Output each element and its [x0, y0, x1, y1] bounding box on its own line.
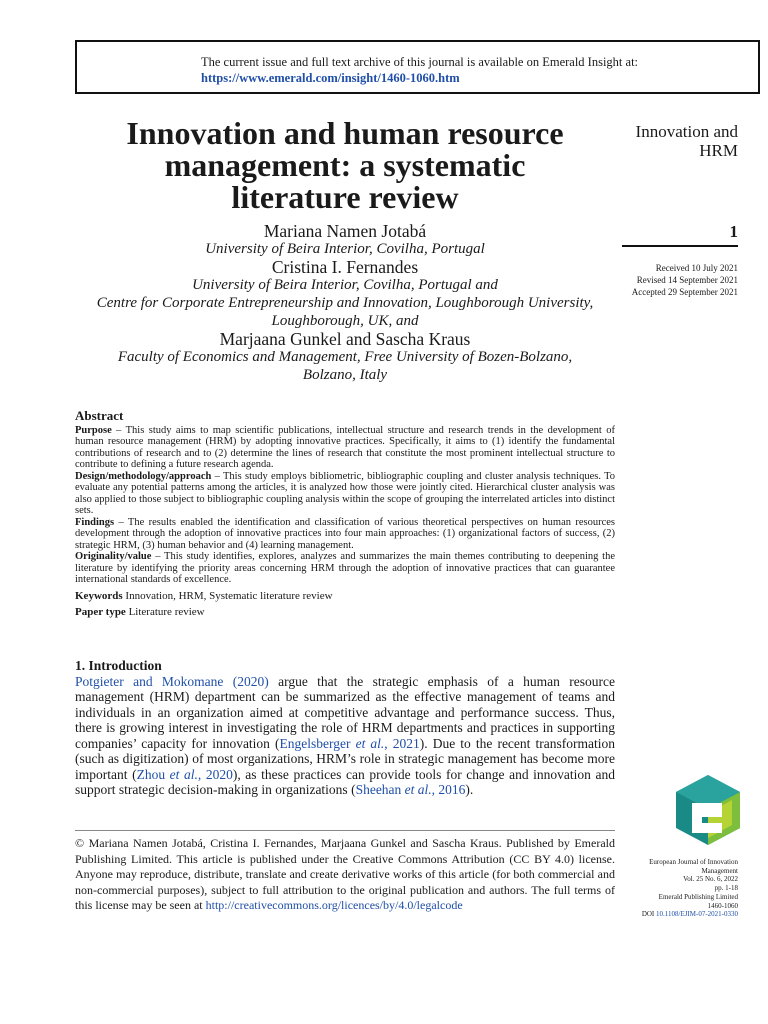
citation-link[interactable]: Sheehan et al., 2016: [355, 782, 466, 797]
journal-info: European Journal of Innovation Management Vol. 25 No. 6, 2022 pp. 1-18 Emerald Publishing Limited 1460-1060 DOI 10.1108/EJIM-07-2021-0330: [641, 858, 738, 919]
banner-link[interactable]: https://www.emerald.com/insight/1460-1060.htm: [201, 71, 460, 85]
author-affiliation: Loughborough, UK, and: [271, 313, 419, 329]
side-divider: [622, 245, 738, 247]
intro-paragraph: Potgieter and Mokomane (2020) argue that the strategic emphasis of a human resource management (HRM) department can be summarized as the effective management of teams and individuals in an organization aimed at competitive advantage and performance success. Thus, there is growing interest in investigating the role of HRM departments and practices in supporting companies’ capacity for innovation (Engelsberger et al., 2021). Due to the recent transformation (such as digitization) of most organizations, HRM’s role in strategic management has become more important (Zhou et al., 2020), as these practices can provide tools for change and innovation and support strategic decision-making in organizations (Sheehan et al., 2016).: [75, 673, 616, 797]
paper-type: Paper type Literature review: [75, 606, 205, 618]
author-affiliation: Bolzano, Italy: [302, 367, 388, 383]
author-name: Marjaana Gunkel and Sascha Kraus: [219, 329, 471, 349]
license-link[interactable]: http://creativecommons.org/licences/by/4.0/legalcode: [205, 898, 463, 912]
introduction-section: [75, 658, 615, 798]
publisher-logo-icon: [676, 775, 740, 845]
abstract-originality: Originality/value – This study identifies, explores, analyzes and summarizes the main themes contributing to deepening the literature by identifying the priority areas concerning HRM through the adoption of innovative practices that can guarantee international standards of excellence.: [75, 551, 615, 585]
author-affiliation: Centre for Corporate Entrepreneurship and Innovation, Loughborough University,: [96, 295, 594, 311]
author-block: [75, 222, 615, 384]
citation-link[interactable]: Potgieter and Mokomane (2020): [75, 673, 269, 689]
article-title: Innovation and human resource management: a systematic literature review: [126, 115, 564, 215]
abstract: [75, 410, 615, 619]
citation-link[interactable]: Engelsberger et al., 2021: [279, 735, 420, 751]
abstract-findings: Findings – The results enabled the identification and classification of various theoretical perspectives on human resources development through the adoption of innovative practices into four main approaches: (1) organizational factors of success, (2) strategic HRM, (3) human behavior and (4) learning management.: [75, 516, 615, 551]
section-heading: 1. Introduction: [75, 658, 162, 673]
abstract-purpose: Purpose – This study aims to map scientific publications, intellectual structure and research trends in the development of human resource management (HRM) by adopting innovative practices. Specifically, it aims to (1) identify the fundamental contributions of research and to (2) determine the lines of research that constitute the most prominent intellectual structure to contribute to defining a future research agenda.: [75, 424, 615, 470]
abstract-design: Design/methodology/approach – This study employs bibliometric, bibliographic coupling and cluster analysis techniques. To evaluate any potential patterns among the articles, it is analyzed how those were jointly cited. Hierarchical cluster analysis was also applied to those subject to bibliographic coupling analysis within the scope of grouping the interrelated articles into distinct sets.: [75, 470, 615, 516]
citation-link[interactable]: Zhou et al., 2020: [136, 766, 233, 782]
abstract-heading: Abstract: [75, 408, 124, 423]
journal-archive-banner: [75, 40, 760, 94]
doi: DOI 10.1108/EJIM-07-2021-0330: [641, 910, 738, 919]
author-affiliation: University of Beira Interior, Covilha, Portugal and: [192, 277, 498, 293]
banner-text: The current issue and full text archive of this journal is available on Emerald Insight at:: [201, 55, 639, 69]
author-name: Cristina I. Fernandes: [271, 257, 419, 277]
author-affiliation: University of Beira Interior, Covilha, Portugal: [205, 241, 485, 257]
license-divider: [75, 830, 615, 831]
author-affiliation: Faculty of Economics and Management, Free University of Bozen-Bolzano,: [117, 349, 573, 365]
running-title: Innovation and HRM: [635, 122, 738, 160]
author-name: Mariana Namen Jotabá: [263, 221, 427, 241]
license-notice: © Mariana Namen Jotabá, Cristina I. Fernandes, Marjaana Gunkel and Sascha Kraus. Published by Emerald Publishing Limited. This article is published under the Creative Commons Attribution (CC BY 4.0) license. Anyone may reproduce, distribute, translate and create derivative works of this article (for both commercial and non-commercial purposes), subject to full attribution to the original publication and authors. The full terms of this license may be seen at http://creativecommons.org/licences/by/4.0/legalcode: [75, 836, 615, 912]
doi-link[interactable]: 10.1108/EJIM-07-2021-0330: [656, 910, 738, 919]
page-number: 1: [729, 222, 738, 241]
submission-dates: Received 10 July 2021 Revised 14 September 2021 Accepted 29 September 2021: [631, 263, 738, 297]
keywords: Keywords Innovation, HRM, Systematic literature review: [75, 589, 333, 602]
